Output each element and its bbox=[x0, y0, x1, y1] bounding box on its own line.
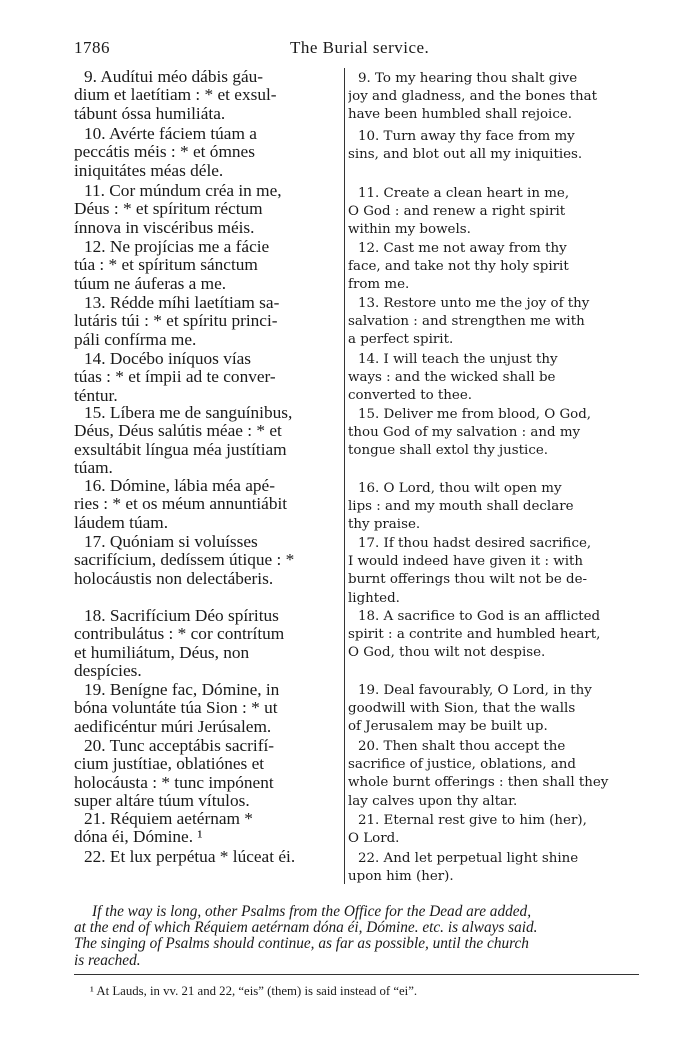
latin-verse-line: 12. Ne projícias me a fácie bbox=[84, 238, 270, 256]
english-verse-line: lighted. bbox=[348, 590, 400, 606]
latin-verse-line: aedificéntur múri Jerúsalem. bbox=[74, 717, 272, 736]
latin-verse-line: peccátis méis : * et ómnes bbox=[74, 143, 255, 162]
latin-verse-line: holocáusta : * tunc impónent bbox=[74, 773, 274, 792]
latin-verse bbox=[74, 737, 338, 811]
latin-verse bbox=[74, 68, 338, 123]
english-verse bbox=[348, 295, 640, 350]
latin-verse-line: 13. Rédde míhi laetítiam sa- bbox=[84, 294, 280, 312]
latin-verse-line: 21. Réquiem aetérnam * bbox=[84, 810, 253, 828]
english-verse-line: thou God of my salvation : and my bbox=[348, 425, 581, 441]
english-verse-line: 19. Deal favourably, O Lord, in thy bbox=[358, 683, 592, 698]
latin-verse-line: túum ne áuferas a me. bbox=[74, 274, 227, 293]
english-verse-line: within my bowels. bbox=[348, 222, 471, 238]
english-verse-line: have been humbled shall rejoice. bbox=[348, 107, 573, 123]
english-verse bbox=[348, 351, 640, 406]
latin-verse-line: túam. bbox=[74, 459, 113, 478]
latin-verse-line: 22. Et lux perpétua * lúceat éi. bbox=[84, 848, 296, 866]
english-verse bbox=[348, 682, 640, 737]
english-verse-line: burnt offerings thou wilt not be de- bbox=[348, 572, 588, 588]
english-verse-line: spirit : a contrite and humbled heart, bbox=[348, 627, 601, 643]
english-verse bbox=[348, 738, 640, 811]
english-verse-line: O God, thou wilt not despise. bbox=[348, 645, 546, 661]
english-verse-line: whole burnt offerings : then shall they bbox=[348, 775, 609, 791]
running-title: The Burial service. bbox=[290, 38, 430, 57]
english-verse-line: of Jerusalem may be built up. bbox=[348, 719, 548, 735]
rubric-line: is reached. bbox=[74, 951, 141, 969]
english-verse-line: a perfect spirit. bbox=[348, 332, 454, 348]
english-verse-line: goodwill with Sion, that the walls bbox=[348, 701, 576, 717]
rubric-line: at the end of which Réquiem aetérnam dóna éi, Dómine. etc. is always said. bbox=[74, 919, 538, 937]
english-verse-line: 22. And let perpetual light shine bbox=[358, 851, 579, 866]
latin-verse-line: super altáre túum vítulos. bbox=[74, 792, 250, 811]
english-verse-line: lay calves upon thy altar. bbox=[348, 793, 518, 809]
latin-verse-line: contribulátus : * cor contrítum bbox=[74, 625, 285, 644]
latin-verse-line: 15. Líbera me de sanguínibus, bbox=[84, 404, 293, 422]
english-verse bbox=[348, 406, 640, 461]
english-verse-line: 12. Cast me not away from thy bbox=[358, 241, 567, 256]
latin-verse-line: et humiliátum, Déus, non bbox=[74, 643, 250, 662]
english-verse bbox=[348, 608, 640, 663]
english-verse bbox=[348, 850, 640, 886]
english-verse-line: 20. Then shalt thou accept the bbox=[358, 739, 566, 754]
english-verse-line: joy and gladness, and the bones that bbox=[348, 89, 597, 105]
column-divider bbox=[344, 68, 345, 884]
latin-verse-line: cium justítiae, oblatiónes et bbox=[74, 755, 265, 774]
latin-verse-line: ínnova in viscéribus méis. bbox=[74, 218, 255, 237]
english-verse-line: 14. I will teach the unjust thy bbox=[358, 352, 558, 367]
english-verse-line: 17. If thou hadst desired sacrifice, bbox=[358, 536, 592, 551]
english-verse-line: O God : and renew a right spirit bbox=[348, 204, 566, 220]
english-verse-line: thy praise. bbox=[348, 517, 421, 533]
latin-verse-line: dium et laetítiam : * et exsul- bbox=[74, 86, 277, 105]
latin-verse bbox=[74, 182, 338, 237]
latin-verse-line: 16. Dómine, lábia méa apé- bbox=[84, 477, 275, 495]
latin-verse bbox=[74, 848, 338, 866]
latin-verse bbox=[74, 350, 338, 405]
footnote: ¹ At Lauds, in vv. 21 and 22, “eis” (them) is said instead of “ei”. bbox=[90, 984, 418, 998]
page-header bbox=[74, 38, 639, 60]
latin-verse bbox=[74, 125, 338, 180]
english-verse-line: converted to thee. bbox=[348, 388, 473, 404]
footnote-rule bbox=[74, 974, 639, 975]
latin-verse-line: Déus, Déus salútis méae : * et bbox=[74, 422, 282, 441]
latin-verse-line: iniquitátes méas déle. bbox=[74, 161, 224, 180]
rubric-note bbox=[74, 904, 640, 969]
rubric-line: If the way is long, other Psalms from the Office for the Dead are added, bbox=[92, 903, 532, 920]
latin-verse-line: ries : * et os méum annuntiábit bbox=[74, 495, 288, 514]
latin-verse-line: 20. Tunc acceptábis sacrifí- bbox=[84, 737, 275, 755]
latin-verse-line: holocáustis non delectáberis. bbox=[74, 569, 274, 588]
english-verse-line: 18. A sacrifice to God is an afflicted bbox=[358, 609, 601, 624]
latin-verse-line: bóna voluntáte túa Sion : * ut bbox=[74, 699, 278, 718]
latin-verse-line: tábunt óssa humiliáta. bbox=[74, 104, 226, 123]
latin-verse bbox=[74, 294, 338, 349]
latin-verse-line: 10. Avérte fáciem túam a bbox=[84, 125, 257, 143]
rubric-line: The singing of Psalms should continue, as far as possible, until the church bbox=[74, 935, 529, 953]
latin-verse bbox=[74, 238, 338, 293]
latin-verse bbox=[74, 607, 338, 681]
latin-verse-line: téntur. bbox=[74, 386, 118, 405]
english-verse bbox=[348, 70, 640, 125]
english-verse-line: 13. Restore unto me the joy of thy bbox=[358, 296, 590, 311]
english-verse bbox=[348, 240, 640, 295]
latin-verse-line: 18. Sacrifícium Déo spíritus bbox=[84, 607, 279, 625]
latin-verse-line: 9. Audítui méo dábis gáu- bbox=[84, 68, 264, 86]
latin-verse-line: 17. Quóniam si voluísses bbox=[84, 533, 258, 551]
english-verse bbox=[348, 185, 640, 240]
english-verse-line: O Lord. bbox=[348, 831, 400, 847]
english-verse bbox=[348, 535, 640, 608]
latin-verse-line: exsultábit língua méa justítiam bbox=[74, 440, 287, 459]
latin-verse-line: Déus : * et spíritum réctum bbox=[74, 200, 263, 219]
latin-verse-line: lutáris túi : * et spíritu princi- bbox=[74, 312, 278, 331]
english-verse-line: I would indeed have given it : with bbox=[348, 554, 583, 570]
english-verse-line: upon him (her). bbox=[348, 869, 454, 885]
latin-verse-line: dóna éi, Dómine. ¹ bbox=[74, 828, 203, 847]
english-verse-line: face, and take not thy holy spirit bbox=[348, 259, 569, 275]
english-verse-line: salvation : and strengthen me with bbox=[348, 314, 585, 330]
english-verse-line: 16. O Lord, thou wilt open my bbox=[358, 481, 562, 496]
english-verse-line: 21. Eternal rest give to him (her), bbox=[358, 813, 587, 828]
latin-verse-line: despícies. bbox=[74, 662, 142, 681]
latin-verse bbox=[74, 477, 338, 532]
latin-verse-line: páli confírma me. bbox=[74, 330, 197, 349]
english-verse bbox=[348, 480, 640, 535]
english-verse-line: lips : and my mouth shall declare bbox=[348, 499, 574, 515]
english-verse-line: tongue shall extol thy justice. bbox=[348, 443, 549, 459]
english-verse-line: 10. Turn away thy face from my bbox=[358, 129, 575, 144]
english-verse-line: ways : and the wicked shall be bbox=[348, 370, 556, 386]
latin-verse bbox=[74, 404, 338, 478]
latin-verse bbox=[74, 681, 338, 736]
page-number: 1786 bbox=[74, 38, 110, 57]
english-verse-line: sacrifice of justice, oblations, and bbox=[348, 757, 576, 773]
latin-verse bbox=[74, 810, 338, 847]
english-verse-line: 11. Create a clean heart in me, bbox=[358, 186, 570, 201]
latin-verse-line: túa : * et spíritum sánctum bbox=[74, 256, 258, 275]
english-verse-line: from me. bbox=[348, 277, 410, 293]
english-verse-line: 9. To my hearing thou shalt give bbox=[358, 71, 578, 86]
english-verse bbox=[348, 812, 640, 848]
latin-verse-line: túas : * et ímpii ad te conver- bbox=[74, 368, 276, 387]
latin-verse-line: 19. Benígne fac, Dómine, in bbox=[84, 681, 280, 699]
latin-verse-line: 11. Cor múndum créa in me, bbox=[84, 182, 282, 200]
latin-verse-line: sacrifícium, dedíssem útique : * bbox=[74, 551, 295, 570]
english-verse-line: sins, and blot out all my iniquities. bbox=[348, 147, 583, 163]
english-verse-line: 15. Deliver me from blood, O God, bbox=[358, 407, 592, 422]
psalm-columns bbox=[74, 68, 639, 890]
latin-verse bbox=[74, 533, 338, 588]
latin-verse-line: 14. Docébo iníquos vías bbox=[84, 350, 252, 368]
english-verse bbox=[348, 128, 640, 164]
latin-verse-line: láudem túam. bbox=[74, 513, 169, 532]
